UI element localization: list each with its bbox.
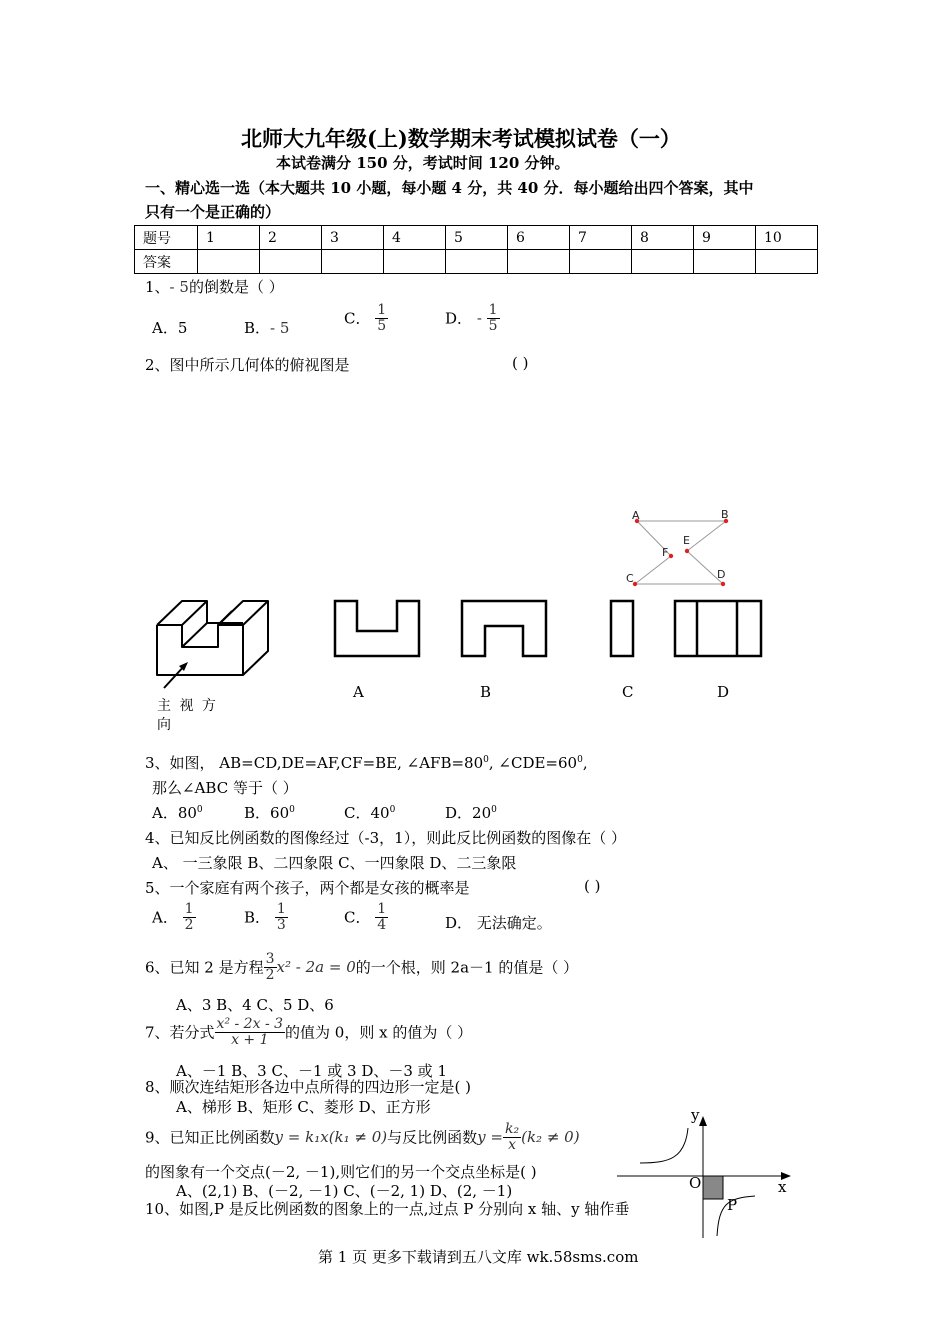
shaded-rectangle xyxy=(703,1176,723,1199)
q1-option-c: C． $\frac{1}{5}$ xyxy=(344,302,387,334)
table-cell: 2 xyxy=(260,226,322,250)
answer-cell[interactable] xyxy=(632,250,694,274)
answer-cell[interactable] xyxy=(260,250,322,274)
q10-graph xyxy=(615,1108,805,1243)
q6-options: A、3 B、4 C、5 D、6 xyxy=(176,996,334,1014)
q3-option-c: C．$40^0$ xyxy=(344,804,396,822)
table-cell: 4 xyxy=(384,226,446,250)
q3-option-a: A．$80^0$ xyxy=(152,804,203,822)
q3-figure xyxy=(620,508,740,590)
point-e xyxy=(685,549,689,553)
table-cell: 8 xyxy=(632,226,694,250)
page-title: 北师大九年级(上)数学期末考试模拟试卷（一） xyxy=(241,126,681,151)
x-axis-label: x xyxy=(778,1178,787,1196)
q2-answer-paren: ( ) xyxy=(512,354,529,372)
label-e: E xyxy=(683,534,690,547)
q4-options: A、 一三象限 B、二四象限 C、一四象限 D、二三象限 xyxy=(152,854,517,872)
answer-cell[interactable] xyxy=(384,250,446,274)
question-10: 10、如图,P 是反比例函数的图象上的一点,过点 P 分别向 x 轴、y 轴作垂 xyxy=(145,1200,630,1218)
question-6: 6、已知 2 是方程 $\frac{3}{2}$ x² - 2a = 0的一个根，则 2a－1 的值是（ ） xyxy=(145,951,579,983)
label-f: F xyxy=(662,546,669,559)
point-f xyxy=(669,554,673,558)
answer-cell[interactable] xyxy=(508,250,570,274)
view-direction-label-2: 向 xyxy=(157,717,171,733)
origin-label: O xyxy=(689,1174,702,1192)
question-1: 1、- 5的倒数是（ ） xyxy=(145,278,284,296)
label-a: A xyxy=(632,509,640,522)
q1-option-b: B．- 5 xyxy=(244,319,290,337)
q2-option-a-figure xyxy=(333,599,423,659)
table-cell: 10 xyxy=(756,226,818,250)
q1-option-a: A．5 xyxy=(152,319,188,337)
q2-option-c-label: C xyxy=(622,683,634,701)
question-3: 3、如图， AB=CD,DE=AF,CF=BE, $\angle AFB=80^0$, $\angle CDE=60^0$, xyxy=(145,754,588,772)
answer-cell[interactable] xyxy=(322,250,384,274)
q2-solid-figure xyxy=(150,596,275,691)
table-cell: 3 xyxy=(322,226,384,250)
q5-option-d: D． 无法确定。 xyxy=(445,914,552,932)
question-2: 2、图中所示几何体的俯视图是 xyxy=(145,356,350,374)
table-cell: 6 xyxy=(508,226,570,250)
q2-option-d-label: D xyxy=(717,683,730,701)
label-b: B xyxy=(721,508,729,521)
table-row xyxy=(135,226,818,250)
question-9: 9、已知正比例函数y = k₁x(k₁ ≠ 0)与反比例函数y = $\frac{\text{k₂}}{x}$ (k₂ ≠ 0) xyxy=(145,1121,580,1153)
question-4: 4、已知反比例函数的图像经过（-3，1），则此反比例函数的图像在（ ） xyxy=(145,829,626,847)
question-5: 5、一个家庭有两个孩子，两个都是女孩的概率是 xyxy=(145,879,470,897)
q5-option-b: B． $\frac{1}{3}$ xyxy=(244,901,286,933)
view-direction-label: 主 视 方 xyxy=(157,698,218,714)
row-label-answer: 答案 xyxy=(135,250,198,274)
answer-cell[interactable] xyxy=(570,250,632,274)
table-cell: 7 xyxy=(570,226,632,250)
answer-cell[interactable] xyxy=(198,250,260,274)
label-c: C xyxy=(626,572,634,585)
q5-option-a: A． $\frac{1}{2}$ xyxy=(152,901,194,933)
label-d: D xyxy=(717,568,726,581)
point-d xyxy=(721,582,725,586)
q8-options: A、梯形 B、矩形 C、菱形 D、正方形 xyxy=(176,1098,431,1116)
question-3-line2: 那么∠ABC 等于（ ） xyxy=(152,779,298,797)
point-p-label: P xyxy=(727,1196,738,1214)
q3-option-b: B．$60^0$ xyxy=(244,804,295,822)
y-axis-label: y xyxy=(691,1106,700,1124)
section-heading-line1: 一、精心选一选（本大题共 10 小题，每小题 4 分，共 40 分．每小题给出四个答案，其中 xyxy=(145,179,754,197)
q3-option-d: D．$20^0$ xyxy=(445,804,497,822)
q5-option-c: C． $\frac{1}{4}$ xyxy=(344,901,387,933)
table-cell: 5 xyxy=(446,226,508,250)
q2-option-a-label: A xyxy=(353,683,364,701)
table-row xyxy=(135,250,818,274)
q7-options: A、－1 B、3 C、－1 或 3 D、－3 或 1 xyxy=(176,1062,447,1080)
q2-option-c-figure xyxy=(609,599,639,659)
answer-cell[interactable] xyxy=(756,250,818,274)
table-cell: 1 xyxy=(198,226,260,250)
section-heading-line2: 只有一个是正确的） xyxy=(145,203,281,221)
answer-table xyxy=(134,225,818,274)
page-footer: 第 1 页 更多下载请到五八文库 wk.58sms.com xyxy=(318,1248,639,1266)
row-label-number: 题号 xyxy=(135,226,198,250)
q2-option-b-label: B xyxy=(480,683,492,701)
q2-option-b-figure xyxy=(460,599,550,659)
answer-cell[interactable] xyxy=(446,250,508,274)
question-7: 7、若分式 $\frac{\text{x² - 2x - 3}}{x + 1}$ 的值为 0，则 x 的值为（ ） xyxy=(145,1016,473,1048)
q5-answer-paren: ( ) xyxy=(584,877,601,895)
table-cell: 9 xyxy=(694,226,756,250)
question-9-line2: 的图象有一个交点(－2, －1),则它们的另一个交点坐标是( ) xyxy=(145,1163,537,1181)
exam-info: 本试卷满分 150 分，考试时间 120 分钟。 xyxy=(276,154,570,172)
q9-options: A、(2,1) B、(－2, －1) C、(－2, 1) D、(2, －1) xyxy=(176,1182,513,1200)
question-8: 8、顺次连结矩形各边中点所得的四边形一定是( ) xyxy=(145,1078,472,1096)
answer-cell[interactable] xyxy=(694,250,756,274)
q2-option-d-figure xyxy=(673,599,765,659)
q1-option-d: D． - $\frac{1}{5}$ xyxy=(445,302,498,334)
